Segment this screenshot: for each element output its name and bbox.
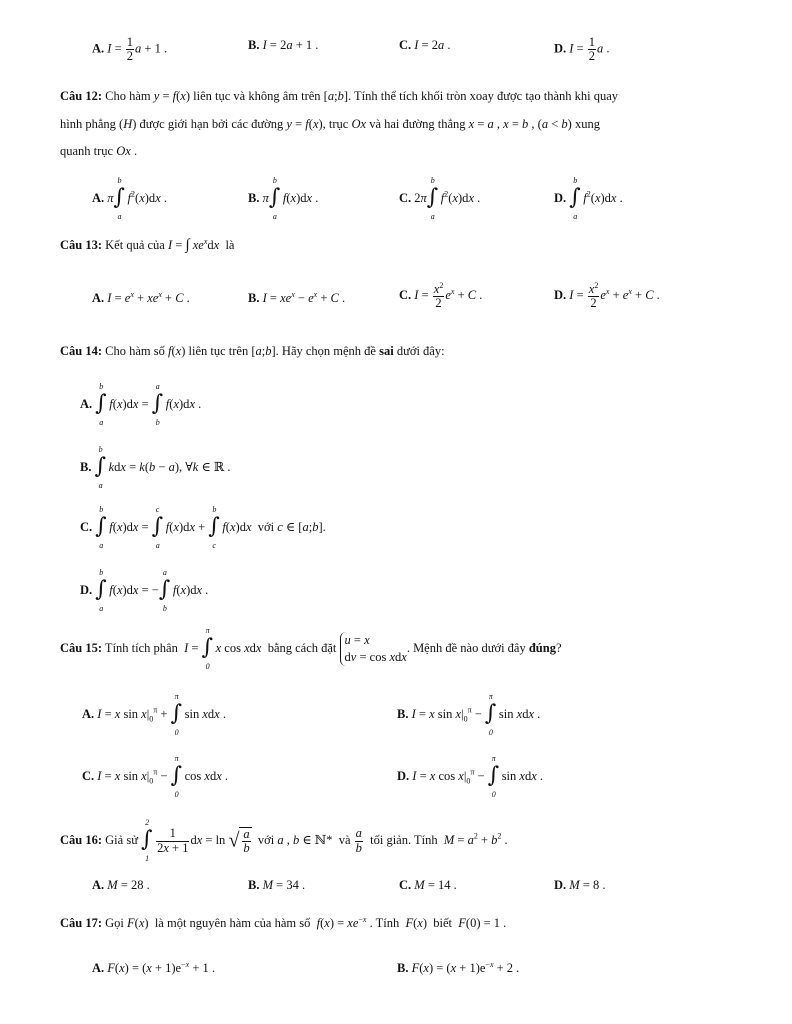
option-label: C.	[399, 38, 412, 52]
q16-option-c[interactable]: C. M = 14 .	[399, 878, 457, 892]
q13-stem: Câu 13: Kết quả của I = ∫ $xe^xdx$ là	[60, 237, 235, 254]
question-number: Câu 16:	[60, 832, 103, 847]
q16-stem: Câu 16: Giả sử ∫ 2 1 $\frac{1}{2x + 1}$ dx = ln √ $\frac{a}{b}$ với a , b ∈ ℕ* và $\frac{a}{b}$ tối giản. Tính $M = a^2 + b^2$ .	[60, 818, 508, 863]
option-label: B.	[80, 459, 92, 474]
q13-option-a[interactable]: A. $I = e^x + xe^x + C$ .	[92, 290, 190, 306]
option-label: A.	[92, 878, 105, 892]
q11-option-b[interactable]: B. I = 2a + 1 .	[248, 38, 319, 52]
option-label: C.	[399, 878, 412, 892]
option-label: B.	[248, 38, 260, 52]
q15-option-b[interactable]: B. I = x $\sin x|_0^\pi$ − ∫ π 0 sin xdx .	[397, 692, 541, 737]
q11-option-a[interactable]: A. I = $\frac{1}{2}$ a + 1 .	[92, 35, 168, 64]
option-label: B.	[397, 961, 409, 976]
q15-option-d[interactable]: D. I = x $\cos x|_0^\pi$ − ∫ π 0 sin xdx .	[397, 754, 544, 799]
q12-stem-line1: Câu 12: Cho hàm y = f(x) liên tục và không âm trên [a;b]. Tính thể tích khối tròn xoay được tạo thành khi quay	[60, 89, 619, 103]
q12-stem-line2: hình phẳng (H) được giới hạn bởi các đường y = f(x), trục Ox và hai đường thẳng x = a , x = b , (a < b) xung	[60, 117, 600, 131]
option-label: B.	[248, 190, 260, 205]
q15-option-a[interactable]: A. I = x $\sin x|_0^\pi$ + ∫ π 0 sin xdx .	[82, 692, 226, 737]
q13-option-d[interactable]: D. I = $\frac{x^2}{2}$ $e^x + e^x + C$ .	[554, 281, 660, 311]
q16-option-d[interactable]: D. M = 8 .	[554, 878, 606, 892]
option-label: D.	[80, 582, 93, 597]
option-label: A.	[92, 961, 105, 976]
q17-option-a[interactable]: A. $F(x) = (x + 1)e^{-x} + 1$ .	[92, 960, 215, 976]
q15-option-c[interactable]: C. I = x $\sin x|_0^\pi$ − ∫ π 0 cos xdx .	[82, 754, 229, 799]
option-label: A.	[92, 190, 105, 205]
question-number: Câu 14:	[60, 344, 103, 358]
q12-stem-line3: quanh trục Ox .	[60, 144, 138, 158]
option-label: A.	[92, 41, 105, 56]
q17-stem: Câu 17: Gọi F(x) là một nguyên hàm của hàm số $f(x) = xe^{-x}$ . Tính F(x) biết F(0) = 1 .	[60, 915, 507, 931]
option-label: B.	[248, 291, 260, 306]
q15-stem: Câu 15: Tính tích phân I = ∫ π 0 x cos xdx bằng cách đặt u = x dv = cos xdx. Mệnh đề nào dưới đây đúng?	[60, 625, 562, 671]
option-label: C.	[399, 288, 412, 303]
question-number: Câu 12:	[60, 89, 103, 103]
option-label: A.	[92, 291, 105, 306]
q11-option-d[interactable]: D. I = $\frac{1}{2}$ a .	[554, 35, 610, 64]
q16-option-a[interactable]: A. M = 28 .	[92, 878, 150, 892]
option-label: A.	[80, 396, 93, 411]
option-label: B.	[248, 878, 260, 892]
q14-option-c[interactable]: C. ∫ b a f(x)dx = ∫ c a f(x)dx + ∫ b c f(x)dx với c ∈ [a;b].	[80, 505, 326, 550]
q11-option-c[interactable]: C. I = 2a .	[399, 38, 451, 52]
q16-option-b[interactable]: B. M = 34 .	[248, 878, 306, 892]
q14-stem: Câu 14: Cho hàm số f(x) liên tục trên [a;b]. Hãy chọn mệnh đề sai dưới đây:	[60, 344, 445, 358]
q14-option-d[interactable]: D. ∫ b a f(x)dx = − ∫ a b f(x)dx .	[80, 568, 209, 613]
option-label: B.	[397, 706, 409, 721]
q12-option-d[interactable]: D. ∫ b a $f^2(x)dx$ .	[554, 176, 623, 221]
question-number: Câu 13:	[60, 238, 103, 253]
q17-option-b[interactable]: B. $F(x) = (x + 1)e^{-x} + 2$ .	[397, 960, 520, 976]
q14-option-a[interactable]: A. ∫ b a f(x)dx = ∫ a b f(x)dx .	[80, 382, 202, 427]
option-label: C.	[80, 519, 93, 534]
question-number: Câu 17:	[60, 916, 103, 931]
q13-option-c[interactable]: C. I = $\frac{x^2}{2}$ $e^x + C$ .	[399, 281, 483, 311]
option-label: C.	[399, 190, 412, 205]
q12-option-a[interactable]: A. π ∫ b a $f^2(x)dx$ .	[92, 176, 167, 221]
substitution-system: u = x dv = cos xdx	[340, 632, 407, 666]
option-label: D.	[554, 190, 567, 205]
q12-option-c[interactable]: C. 2π ∫ b a $f^2(x)dx$ .	[399, 176, 481, 221]
option-label: C.	[82, 768, 95, 783]
q12-option-b[interactable]: B. π ∫ b a f(x)dx .	[248, 176, 319, 221]
option-label: A.	[82, 706, 95, 721]
option-label: D.	[397, 768, 410, 783]
option-label: D.	[554, 288, 567, 303]
q13-option-b[interactable]: B. $I = xe^x - e^x + C$ .	[248, 290, 346, 306]
q14-option-b[interactable]: B. ∫ b a kdx = k(b − a), ∀k ∈ ℝ .	[80, 445, 231, 490]
option-label: D.	[554, 878, 567, 892]
option-label: D.	[554, 41, 567, 56]
question-number: Câu 15:	[60, 640, 103, 655]
